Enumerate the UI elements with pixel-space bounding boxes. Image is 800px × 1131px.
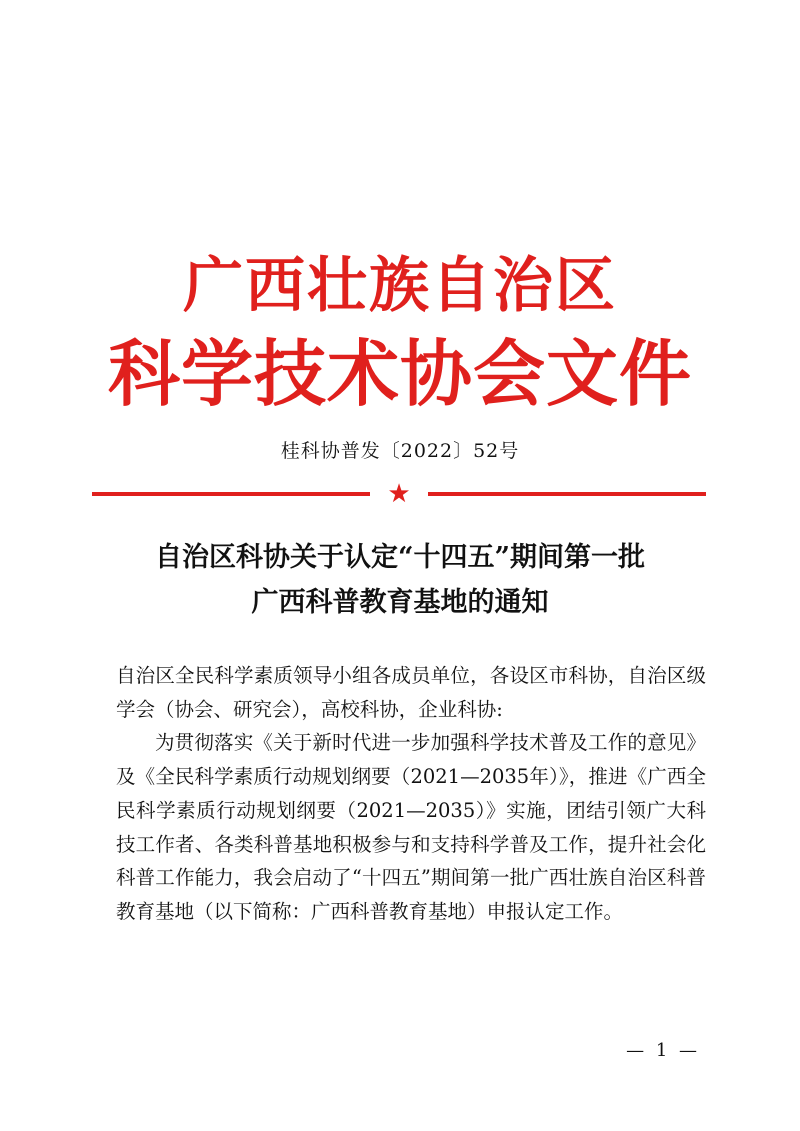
issuer-header-line1: 广西壮族自治区: [183, 251, 617, 321]
page-number: — 1 —: [626, 1040, 700, 1061]
star-icon: ★: [387, 479, 411, 509]
divider-line-left: [92, 492, 370, 496]
document-title: [0, 535, 800, 625]
document-body: [116, 659, 706, 929]
document-number: 桂科协普发〔2022〕52号: [280, 440, 520, 462]
divider-line-right: [428, 492, 706, 496]
title-line2: 广西科普教育基地的通知: [251, 587, 549, 618]
body-paragraph: 为贯彻落实《关于新时代进一步加强科学技术普及工作的意见》及《全民科学素质行动规划纲要（2021—2035年）》，推进《广西全民科学素质行动规划纲要（2021—2035）》实施，团结引领广大科技工作者、各类科普基地积极参与和支持科学普及工作，提升社会化科普工作能力，我会启动了“十四五”期间第一批广西壮族自治区科普教育基地（以下简称：广西科普教育基地）申报认定工作。: [116, 731, 706, 923]
salutation: 自治区全民科学素质领导小组各成员单位，各设区市科协，自治区级学会（协会、研究会），高校科协，企业科协:: [116, 664, 706, 721]
red-divider: [92, 479, 706, 509]
title-line1: 自治区科协关于认定“十四五”期间第一批: [154, 542, 646, 573]
issuer-header-line2: 科学技术协会文件: [107, 332, 692, 416]
